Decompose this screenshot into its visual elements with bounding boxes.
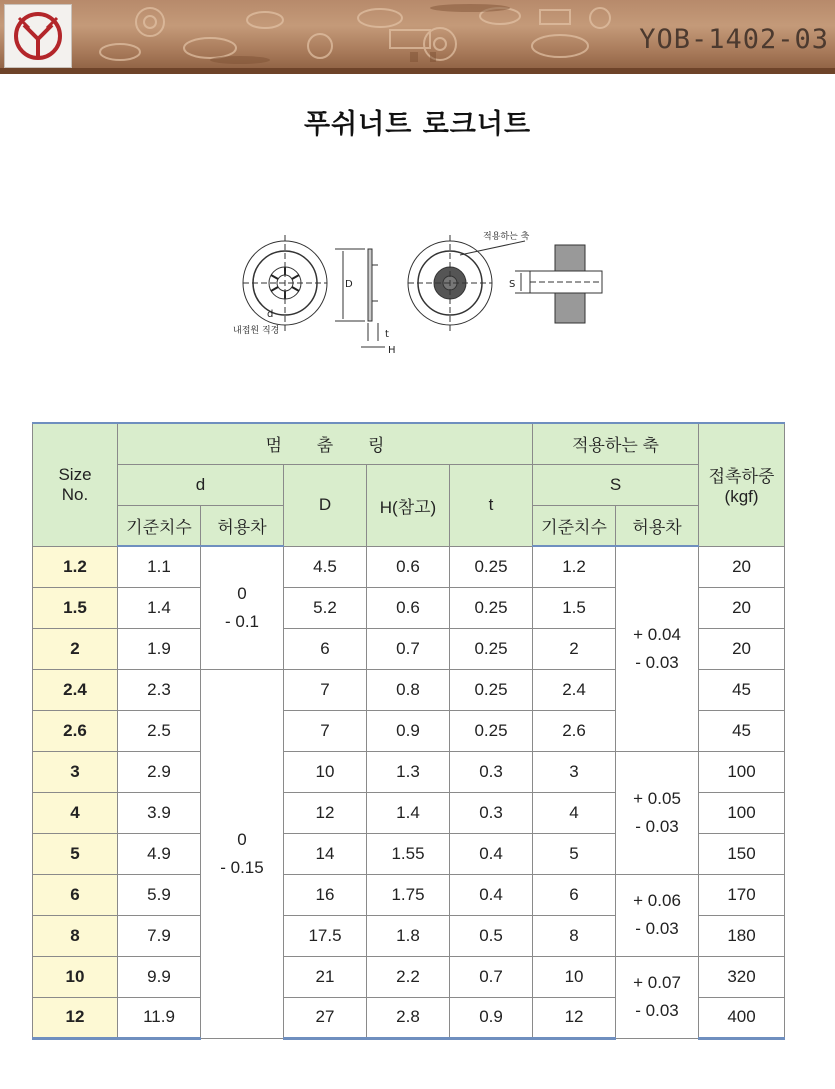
H-cell: 0.6 (367, 587, 450, 628)
table-row (33, 751, 785, 792)
applied-shaft-header: 적용하는 축 (533, 423, 699, 464)
D-cell: 12 (284, 792, 367, 833)
t-cell: 0.4 (450, 833, 533, 874)
tolerance-lower: - 0.15 (220, 857, 264, 877)
d-cell: 2.5 (118, 710, 201, 751)
load-cell: 180 (699, 915, 785, 956)
S-cell: 2.4 (533, 669, 616, 710)
t-cell: 0.25 (450, 710, 533, 751)
label-H: H (388, 345, 396, 355)
d-cell: 3.9 (118, 792, 201, 833)
tolerance-upper: + 0.06 (633, 891, 681, 910)
banner-bottom-bar (0, 68, 835, 74)
d-cell: 4.9 (118, 833, 201, 874)
H-cell: 0.8 (367, 669, 450, 710)
D-header: D (284, 464, 367, 546)
S-cell: 12 (533, 997, 616, 1038)
D-cell: 4.5 (284, 546, 367, 587)
table-body (33, 546, 785, 1038)
D-cell: 17.5 (284, 915, 367, 956)
table-row (33, 956, 785, 997)
D-cell: 14 (284, 833, 367, 874)
t-cell: 0.9 (450, 997, 533, 1038)
tolerance-upper: + 0.04 (633, 624, 681, 644)
label-d: d (267, 309, 274, 320)
S-cell: 10 (533, 956, 616, 997)
d-tolerance-cell (201, 546, 284, 669)
S-cell: 8 (533, 915, 616, 956)
label-D: D (345, 279, 353, 290)
load-cell: 20 (699, 628, 785, 669)
D-cell: 16 (284, 874, 367, 915)
D-cell: 6 (284, 628, 367, 669)
D-cell: 7 (284, 669, 367, 710)
size-cell: 12 (33, 997, 118, 1038)
H-cell: 0.9 (367, 710, 450, 751)
size-cell: 8 (33, 915, 118, 956)
tolerance-upper: + 0.05 (633, 788, 681, 808)
d-tolerance-header: 허용차 (201, 505, 284, 546)
load-cell: 100 (699, 751, 785, 792)
d-tolerance-cell (201, 669, 284, 1038)
S-tolerance-cell (616, 546, 699, 751)
size-cell: 6 (33, 874, 118, 915)
d-cell: 1.4 (118, 587, 201, 628)
table-header (33, 423, 785, 546)
t-cell: 0.25 (450, 669, 533, 710)
H-cell: 1.4 (367, 792, 450, 833)
load-cell: 100 (699, 792, 785, 833)
header-banner (0, 0, 835, 74)
label-shaft: 적용하는 축 (483, 232, 530, 242)
table-row (33, 546, 785, 587)
S-cell: 2.6 (533, 710, 616, 751)
size-cell: 1.2 (33, 546, 118, 587)
t-cell: 0.3 (450, 751, 533, 792)
d-cell: 1.1 (118, 546, 201, 587)
H-cell: 1.3 (367, 751, 450, 792)
S-nominal-header: 기준치수 (533, 505, 616, 546)
t-cell: 0.5 (450, 915, 533, 956)
load-cell: 150 (699, 833, 785, 874)
tolerance-upper: + 0.07 (633, 973, 681, 992)
stop-ring-header: 멈 춤 링 (118, 423, 533, 464)
S-cell: 2 (533, 628, 616, 669)
t-header: t (450, 464, 533, 546)
load-cell: 320 (699, 956, 785, 997)
d-cell: 11.9 (118, 997, 201, 1038)
t-cell: 0.3 (450, 792, 533, 833)
size-cell: 5 (33, 833, 118, 874)
d-nominal-header: 기준치수 (118, 505, 201, 546)
size-cell: 2 (33, 628, 118, 669)
H-cell: 2.2 (367, 956, 450, 997)
load-cell: 20 (699, 546, 785, 587)
tolerance-lower: - 0.03 (635, 1001, 679, 1020)
S-cell: 4 (533, 792, 616, 833)
d-cell: 2.3 (118, 669, 201, 710)
t-cell: 0.7 (450, 956, 533, 997)
S-tolerance-cell (616, 956, 699, 1038)
load-cell: 45 (699, 710, 785, 751)
size-cell: 2.6 (33, 710, 118, 751)
S-cell: 1.2 (533, 546, 616, 587)
size-cell: 3 (33, 751, 118, 792)
d-cell: 1.9 (118, 628, 201, 669)
d-cell: 7.9 (118, 915, 201, 956)
document-code: YOB-1402-03 (639, 24, 829, 55)
tolerance-upper: 0 (237, 829, 247, 849)
S-tolerance-header: 허용차 (616, 505, 699, 546)
D-cell: 5.2 (284, 587, 367, 628)
size-cell: 4 (33, 792, 118, 833)
tolerance-lower: - 0.03 (635, 919, 679, 938)
S-cell: 3 (533, 751, 616, 792)
D-cell: 10 (284, 751, 367, 792)
tolerance-upper: 0 (237, 583, 247, 603)
load-cell: 400 (699, 997, 785, 1038)
label-S: S (509, 279, 516, 290)
S-header: S (533, 464, 699, 505)
H-cell: 0.6 (367, 546, 450, 587)
tolerance-lower: - 0.03 (635, 816, 679, 836)
D-cell: 27 (284, 997, 367, 1038)
label-t: t (385, 329, 389, 340)
load-cell: 170 (699, 874, 785, 915)
d-header: d (118, 464, 284, 505)
S-tolerance-cell (616, 874, 699, 956)
S-cell: 6 (533, 874, 616, 915)
size-cell: 1.5 (33, 587, 118, 628)
S-tolerance-cell (616, 751, 699, 874)
t-cell: 0.4 (450, 874, 533, 915)
D-cell: 21 (284, 956, 367, 997)
S-cell: 1.5 (533, 587, 616, 628)
tolerance-lower: - 0.1 (224, 611, 260, 631)
load-cell: 45 (699, 669, 785, 710)
H-cell: 1.8 (367, 915, 450, 956)
contact-load-header: 접촉하중 (kgf) (699, 423, 785, 546)
t-cell: 0.25 (450, 546, 533, 587)
size-cell: 2.4 (33, 669, 118, 710)
d-cell: 2.9 (118, 751, 201, 792)
H-cell: 2.8 (367, 997, 450, 1038)
H-header: H(참고) (367, 464, 450, 546)
t-cell: 0.25 (450, 587, 533, 628)
S-cell: 5 (533, 833, 616, 874)
yob-logo-icon (4, 4, 72, 68)
size-no-header: Size No. (33, 423, 118, 546)
H-cell: 1.55 (367, 833, 450, 874)
H-cell: 0.7 (367, 628, 450, 669)
H-cell: 1.75 (367, 874, 450, 915)
t-cell: 0.25 (450, 628, 533, 669)
tolerance-lower: - 0.03 (635, 652, 679, 672)
d-cell: 9.9 (118, 956, 201, 997)
page-title: 푸쉬너트 로크너트 (303, 109, 532, 140)
spec-table (32, 422, 785, 1040)
technical-drawing (225, 225, 620, 355)
label-inner-diameter: 내접원 직경 (233, 326, 280, 336)
load-cell: 20 (699, 587, 785, 628)
size-cell: 10 (33, 956, 118, 997)
table-row (33, 874, 785, 915)
d-cell: 5.9 (118, 874, 201, 915)
D-cell: 7 (284, 710, 367, 751)
